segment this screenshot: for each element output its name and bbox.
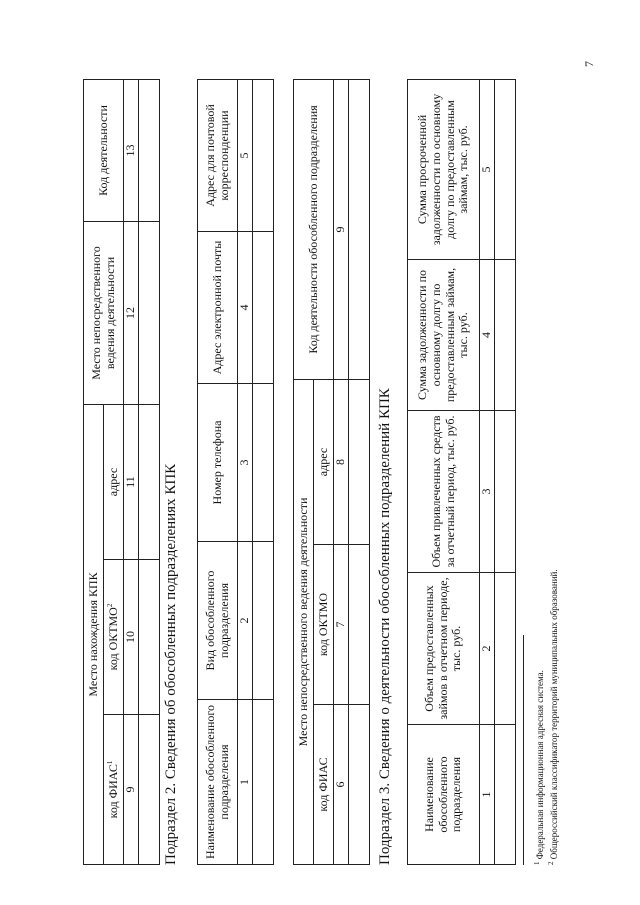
header-subdivision-activity-code: Код деятельности обособленного подразделения (294, 80, 334, 380)
header-loans-issued: Объем предоставленных займов в отчетном периоде, тыс. руб. (408, 573, 480, 725)
col-number: 6 (334, 705, 349, 865)
col-number: 3 (480, 411, 495, 573)
header-activity-code: Код деятельности (84, 79, 124, 221)
header-email: Адрес электронной почты (198, 232, 238, 384)
table-subdivisions (197, 79, 274, 865)
header-oktmo: код ОКТМО$^2$ (104, 560, 124, 715)
footnote-divider (523, 635, 524, 865)
header-phone: Номер телефона (198, 384, 238, 542)
empty-cell (349, 80, 370, 380)
header-subdivision-name: Наименование обособленного подразделения (198, 700, 238, 865)
empty-cell (495, 411, 516, 573)
footnotes (533, 569, 560, 865)
footnote: $^1$ Федеральная информационная адресная система. (533, 670, 545, 865)
col-number: 9 (334, 80, 349, 380)
header-principal-debt: Сумма задолженности по основному долгу по предоставленным займам, тыс. руб. (408, 260, 480, 411)
empty-cell (495, 260, 516, 411)
empty-cell (253, 700, 274, 865)
page-number: 7 (582, 61, 596, 67)
empty-cell (495, 573, 516, 725)
empty-cell (139, 221, 160, 404)
empty-cell (349, 705, 370, 865)
col-number: 4 (238, 232, 253, 384)
table-kpk-location (83, 79, 160, 865)
subsection-2-heading: Подраздел 2. Сведения об обособленных подразделениях КПК (163, 463, 179, 865)
col-number: 13 (124, 79, 139, 221)
header-activity-place: Место непосредственного ведения деятельности (84, 221, 124, 404)
header-oktmo: код ОКТМО (314, 545, 334, 705)
empty-cell (253, 80, 274, 232)
subsection-3-heading: Подраздел 3. Сведения о деятельности обособленных подразделений КПК (377, 388, 393, 865)
header-subdivision-type: Вид обособленного подразделения (198, 542, 238, 700)
empty-cell (253, 232, 274, 384)
col-number: 4 (480, 260, 495, 411)
empty-cell (495, 725, 516, 865)
col-number: 5 (480, 80, 495, 260)
footnote: $^2$ Общероссийский классификатор территорий муниципальных образований. (546, 569, 559, 865)
col-number: 11 (124, 404, 139, 559)
empty-cell (139, 560, 160, 715)
header-fias: код ФИАС$^1$ (104, 715, 124, 865)
header-address: адрес (314, 380, 334, 545)
col-number: 8 (334, 380, 349, 545)
empty-cell (349, 545, 370, 705)
col-number: 9 (124, 715, 139, 865)
empty-cell (139, 404, 160, 559)
col-number: 2 (238, 542, 253, 700)
header-postal-address: Адрес для почтовой корреспонденции (198, 80, 238, 232)
col-number: 3 (238, 384, 253, 542)
table-subdivisions-continued (293, 79, 370, 865)
col-number: 12 (124, 221, 139, 404)
empty-cell (349, 380, 370, 545)
col-number: 2 (480, 573, 495, 725)
header-kpk-location: Место нахождения КПК (84, 404, 104, 864)
header-subdivision-name: Наименование обособленного подразделения (408, 725, 480, 865)
empty-cell (495, 80, 516, 260)
header-activity-place: Место непосредственного ведения деятельности (294, 380, 314, 865)
col-number: 1 (480, 725, 495, 865)
col-number: 10 (124, 560, 139, 715)
table-subdivision-activity (407, 79, 516, 865)
col-number: 5 (238, 80, 253, 232)
empty-cell (139, 79, 160, 221)
empty-cell (253, 542, 274, 700)
col-number: 7 (334, 545, 349, 705)
header-overdue-debt: Сумма просроченной задолженности по основному долгу по предоставленным займам, тыс. руб. (408, 80, 480, 260)
empty-cell (253, 384, 274, 542)
header-funds-raised: Объем привлеченных средств за отчетный период, тыс. руб. (408, 411, 480, 573)
header-address: адрес (104, 404, 124, 559)
header-fias: код ФИАС (314, 705, 334, 865)
col-number: 1 (238, 700, 253, 865)
empty-cell (139, 715, 160, 865)
